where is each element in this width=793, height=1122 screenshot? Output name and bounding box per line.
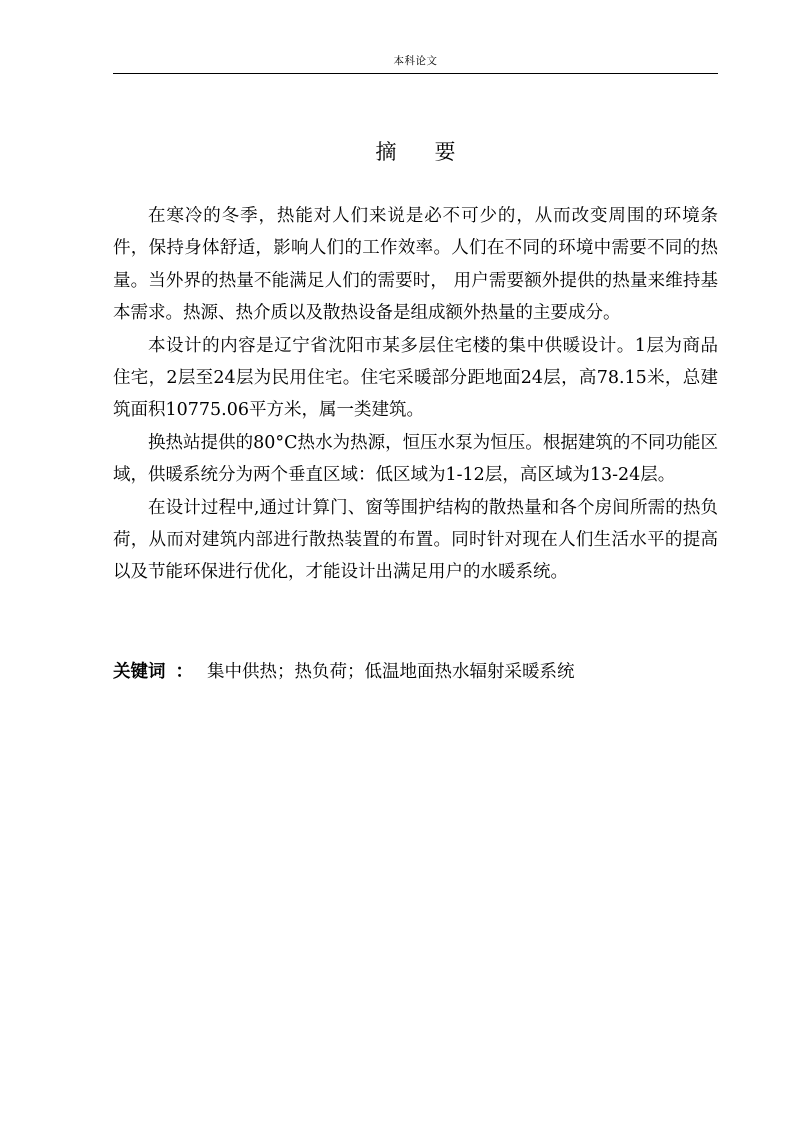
keywords-value: 集中供热；热负荷；低温地面热水辐射采暖系统 <box>207 662 575 682</box>
abstract-title <box>113 138 718 166</box>
abstract-paragraph-2: 本设计的内容是辽宁省沈阳市某多层住宅楼的集中供暖设计。1层为商品住宅，2层至24层为民用住宅。住宅采暖部分距地面24层，高78.15米，总建筑面积10775.06平方米，属一类建筑。 <box>113 335 718 421</box>
keywords-separator: ： <box>175 662 193 682</box>
abstract-paragraph-4: 在设计过程中,通过计算门、窗等围护结构的散热量和各个房间所需的热负荷，从而对建筑内部进行散热装置的布置。同时针对现在人们生活水平的提高以及节能环保进行优化，才能设计出满足用户的水暖系统。 <box>113 497 718 583</box>
abstract-paragraph-3: 换热站提供的80°C热水为热源，恒压水泵为恒压。根据建筑的不同功能区域，供暖系统分为两个垂直区域：低区域为1-12层，高区域为13-24层。 <box>113 432 718 486</box>
abstract-title-char-2: 要 <box>434 140 456 164</box>
running-header: 本科论文 <box>393 55 438 67</box>
header-rule <box>113 73 718 74</box>
abstract-body <box>113 200 718 589</box>
abstract-title-char-1: 摘 <box>375 140 397 164</box>
keywords-line <box>113 657 718 687</box>
abstract-paragraph-1: 在寒冷的冬季，热能对人们来说是必不可少的，从而改变周围的环境条件，保持身体舒适，影响人们的工作效率。人们在不同的环境中需要不同的热量。当外界的热量不能满足人们的需要时， 用户需要额外提供的热量来维持基本需求。热源、热介质以及散热设备是组成额外热量的主要成分。 <box>113 206 718 324</box>
keywords-label: 关键词 <box>113 662 166 682</box>
